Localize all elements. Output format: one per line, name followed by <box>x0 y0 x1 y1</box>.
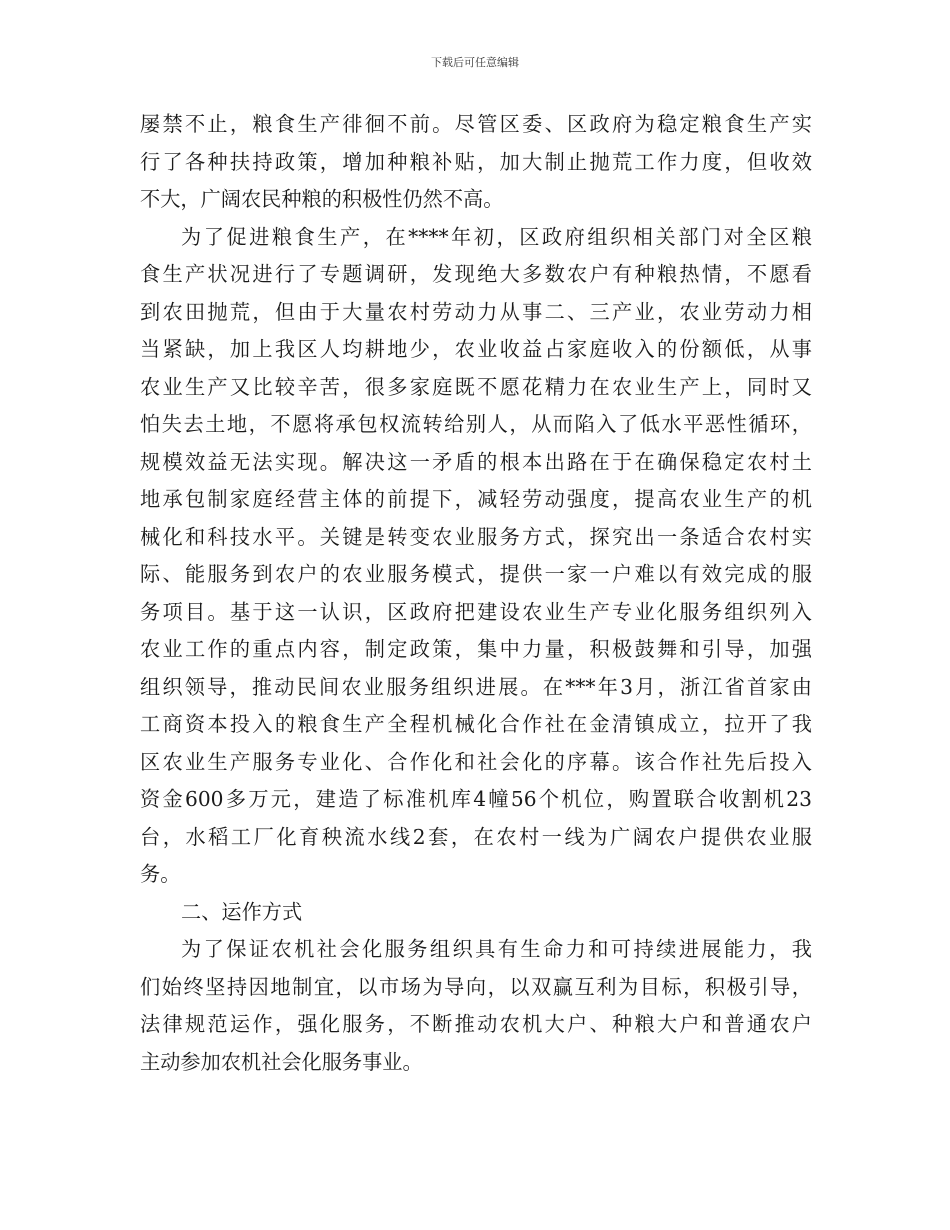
text-line: 资金600多万元，建造了标准机库4幢56个机位，购置联合收割机23 <box>140 787 812 811</box>
text-line: 工商资本投入的粮食生产全程机械化合作社在金清镇成立，拉开了我 <box>140 712 812 736</box>
text-line: 械化和科技水平。关键是转变农业服务方式，探究出一条适合农村实 <box>140 524 812 549</box>
text-line: 当紧缺，加上我区人均耕地少，农业收益占家庭收入的份额低，从事 <box>140 337 812 361</box>
text-line: 际、能服务到农户的农业服务模式，提供一家一户难以有效完成的服 <box>140 562 812 586</box>
text-line: 区农业生产服务专业化、合作化和社会化的序幕。该合作社先后投入 <box>140 749 812 774</box>
text-line: 到农田抛荒，但由于大量农村劳动力从事二、三产业，农业劳动力相 <box>140 299 812 324</box>
text-line: 食生产状况进行了专题调研，发现绝大多数农户有种粮热情，不愿看 <box>140 262 812 286</box>
text-line: 主动参加农机社会化服务事业。 <box>140 1049 423 1074</box>
text-line: 务。 <box>140 862 181 886</box>
text-line: 们始终坚持因地制宜，以市场为导向，以双赢互利为目标，积极引导， <box>140 974 812 999</box>
text-line: 二、运作方式 <box>181 899 303 924</box>
text-line: 农业生产又比较辛苦，很多家庭既不愿花精力在农业生产上，同时又 <box>140 374 812 399</box>
text-line: 不大，广阔农民种粮的积极性仍然不高。 <box>140 187 504 211</box>
text-line: 组织领导，推动民间农业服务组织进展。在***年3月，浙江省首家由 <box>140 674 812 699</box>
text-line: 农业工作的重点内容，制定政策，集中力量，积极鼓舞和引导，加强 <box>140 637 812 661</box>
text-line: 为了促进粮食生产，在****年初，区政府组织相关部门对全区粮 <box>181 224 812 249</box>
text-line: 台，水稻工厂化育秧流水线2套，在农村一线为广阔农户提供农业服 <box>140 824 812 849</box>
text-line: 地承包制家庭经营主体的前提下，减轻劳动强度，提高农业生产的机 <box>140 487 812 511</box>
text-line: 务项目。基于这一认识，区政府把建设农业生产专业化服务组织列入 <box>140 599 812 624</box>
paragraph <box>140 106 812 219</box>
document-body <box>140 106 812 1081</box>
page-header: 下载后可任意编辑 <box>431 56 519 69</box>
paragraph <box>140 931 812 1081</box>
paragraph <box>140 219 812 894</box>
text-line: 屡禁不止，粮食生产徘徊不前。尽管区委、区政府为稳定粮食生产实 <box>140 112 812 136</box>
text-line: 法律规范运作，强化服务，不断推动农机大户、种粮大户和普通农户 <box>140 1012 812 1036</box>
text-line: 怕失去土地，不愿将承包权流转给别人，从而陷入了低水平恶性循环， <box>140 412 812 436</box>
text-line: 规模效益无法实现。解决这一矛盾的根本出路在于在确保稳定农村土 <box>140 449 812 474</box>
text-line: 为了保证农机社会化服务组织具有生命力和可持续进展能力，我 <box>181 937 812 961</box>
text-line: 行了各种扶持政策，增加种粮补贴，加大制止抛荒工作力度，但收效 <box>140 149 812 174</box>
section-heading <box>140 894 812 932</box>
